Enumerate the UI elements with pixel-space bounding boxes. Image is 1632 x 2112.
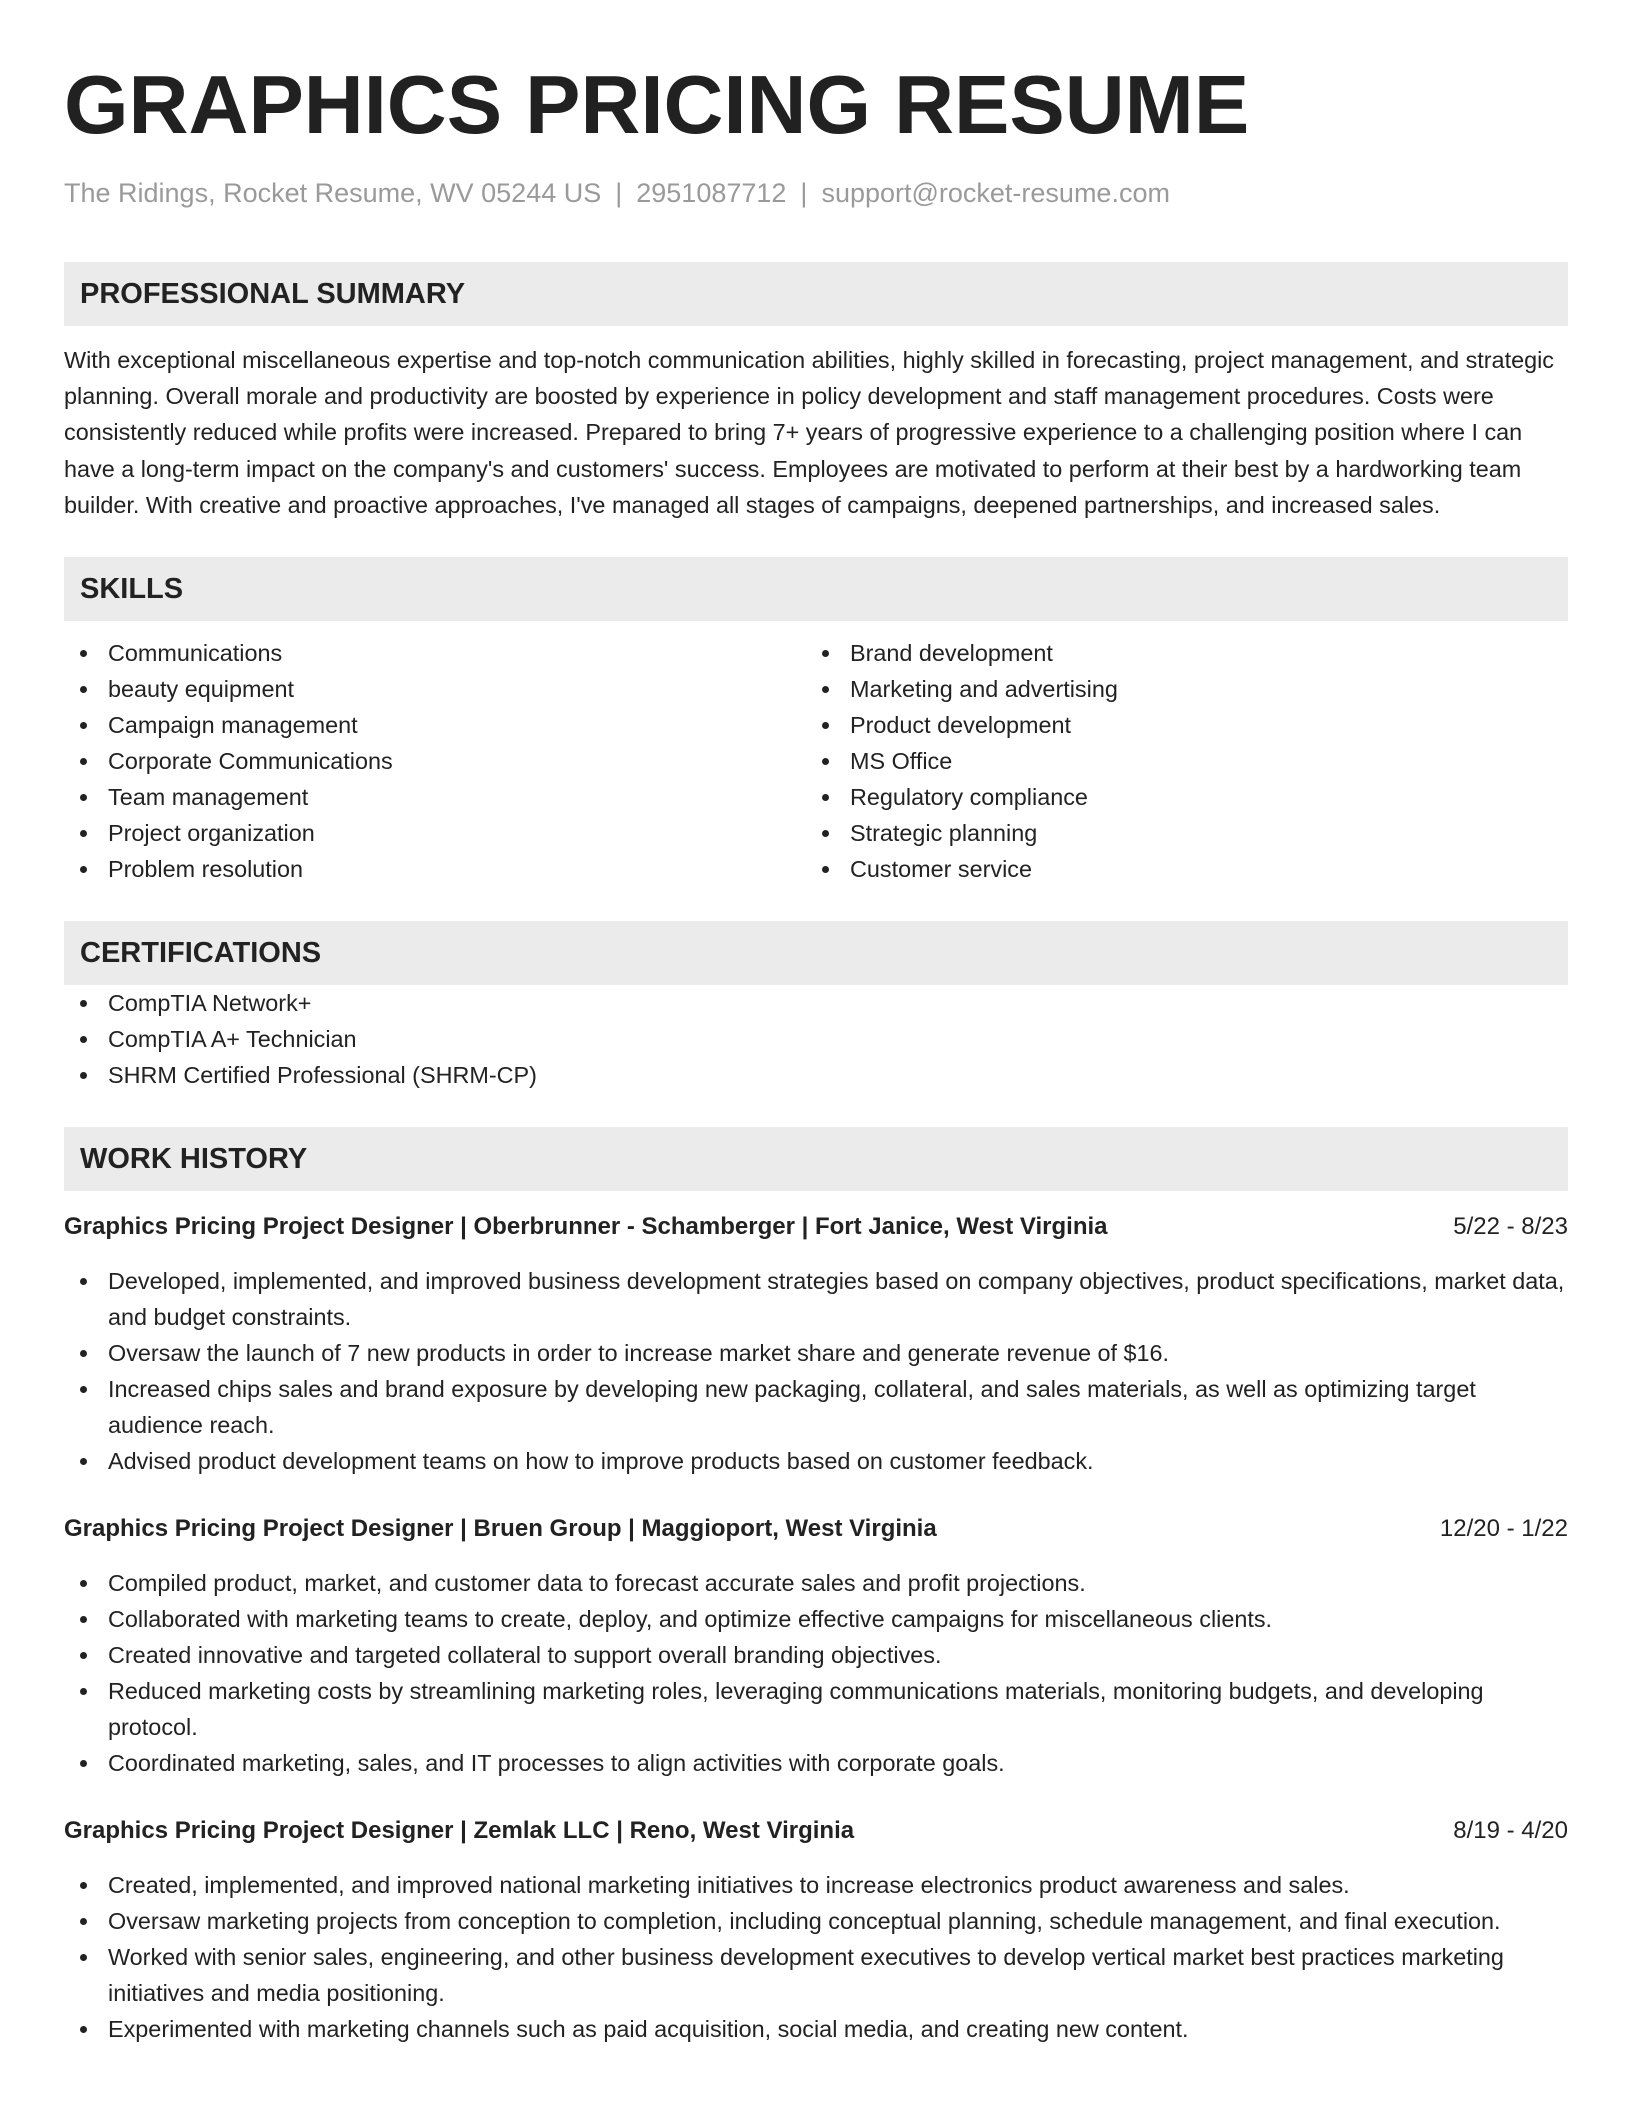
skill-item: Communications [64, 635, 806, 671]
job-bullet: Increased chips sales and brand exposure by developing new packaging, collateral, and sales materials, as well as optimizing target audience reach. [64, 1371, 1568, 1443]
resume-title: GRAPHICS PRICING RESUME [64, 58, 1250, 151]
skill-item: Campaign management [64, 707, 806, 743]
section-header-work-history: WORK HISTORY [64, 1127, 1568, 1191]
job-bullet: Developed, implemented, and improved business development strategies based on company objectives, product specifications, market data, and budget constraints. [64, 1263, 1568, 1335]
job-bullets [64, 1263, 1568, 1479]
contact-line [64, 176, 1568, 210]
job-dates: 5/22 - 8/23 [1453, 1213, 1568, 1241]
certification-item: CompTIA A+ Technician [64, 1021, 1568, 1057]
job-title: Graphics Pricing Project Designer | Oberbrunner - Schamberger | Fort Janice, West Virginia [64, 1213, 1108, 1241]
job-entry [64, 1513, 1568, 1781]
job-bullets [64, 1565, 1568, 1781]
skill-item: Project organization [64, 815, 806, 851]
job-bullet: Worked with senior sales, engineering, and other business development executives to develop vertical market best practices marketing initiatives and media positioning. [64, 1939, 1568, 2011]
skill-item: Product development [806, 707, 1548, 743]
skills-column-right [806, 635, 1548, 887]
job-entry [64, 1815, 1568, 2047]
certification-item: SHRM Certified Professional (SHRM-CP) [64, 1057, 1568, 1093]
section-header-summary: PROFESSIONAL SUMMARY [64, 262, 1568, 326]
skills-list-right [806, 635, 1548, 887]
contact-email: support@rocket-resume.com [821, 178, 1170, 208]
job-bullets [64, 1867, 1568, 2047]
contact-address: The Ridings, Rocket Resume, WV 05244 US [64, 178, 602, 208]
summary-text: With exceptional miscellaneous expertise and top-notch communication abilities, highly skilled in forecasting, project management, and strategic planning. Overall morale and productivity are boosted by experience in policy development and staff management procedures. Costs were consistently reduced while profits were increased. Prepared to bring 7+ years of progressive experience to a challenging position where I can have a long-term impact on the company's and customers' success. Employees are motivated to perform at their best by a hardworking team builder. With creative and proactive approaches, I've managed all stages of campaigns, deepened partnerships, and increased sales. [64, 347, 1554, 518]
skill-item: beauty equipment [64, 671, 806, 707]
job-header [64, 1815, 1568, 1847]
job-header [64, 1513, 1568, 1545]
resume-page [64, 52, 1568, 2047]
job-bullet: Oversaw marketing projects from conception to completion, including conceptual planning, schedule management, and final execution. [64, 1903, 1568, 1939]
skill-item: Customer service [806, 851, 1548, 887]
job-entry [64, 1211, 1568, 1479]
job-bullet: Collaborated with marketing teams to create, deploy, and optimize effective campaigns for miscellaneous clients. [64, 1601, 1568, 1637]
job-dates: 12/20 - 1/22 [1439, 1515, 1568, 1543]
job-bullet: Experimented with marketing channels such as paid acquisition, social media, and creating new content. [64, 2011, 1568, 2047]
job-header [64, 1211, 1568, 1243]
job-title: Graphics Pricing Project Designer | Bruen Group | Maggioport, West Virginia [64, 1515, 937, 1543]
job-bullet: Created innovative and targeted collateral to support overall branding objectives. [64, 1637, 1568, 1673]
job-bullet: Created, implemented, and improved national marketing initiatives to increase electronics product awareness and sales. [64, 1867, 1568, 1903]
certifications-list [64, 985, 1568, 1093]
skills-list-left [64, 635, 806, 887]
certification-item: CompTIA Network+ [64, 985, 1568, 1021]
job-bullet: Advised product development teams on how to improve products based on customer feedback. [64, 1443, 1568, 1479]
skill-item: Problem resolution [64, 851, 806, 887]
job-bullet: Compiled product, market, and customer data to forecast accurate sales and profit projections. [64, 1565, 1568, 1601]
job-title: Graphics Pricing Project Designer | Zemlak LLC | Reno, West Virginia [64, 1817, 855, 1845]
job-bullet: Oversaw the launch of 7 new products in order to increase market share and generate revenue of $16. [64, 1335, 1568, 1371]
skill-item: Team management [64, 779, 806, 815]
job-dates: 8/19 - 4/20 [1453, 1817, 1568, 1845]
section-header-skills: SKILLS [64, 557, 1568, 621]
skill-item: Marketing and advertising [806, 671, 1548, 707]
skill-item: Strategic planning [806, 815, 1548, 851]
skill-item: MS Office [806, 743, 1548, 779]
contact-phone: 2951087712 [636, 178, 787, 208]
skills-column-left [64, 635, 806, 887]
contact-separator: | [800, 178, 808, 208]
contact-separator: | [615, 178, 623, 208]
skill-item: Brand development [806, 635, 1548, 671]
skill-item: Corporate Communications [64, 743, 806, 779]
skill-item: Regulatory compliance [806, 779, 1548, 815]
job-bullet: Reduced marketing costs by streamlining marketing roles, leveraging communications materials, monitoring budgets, and developing protocol. [64, 1673, 1568, 1745]
job-bullet: Coordinated marketing, sales, and IT processes to align activities with corporate goals. [64, 1745, 1568, 1781]
skills-grid [64, 635, 1568, 887]
section-header-certifications: CERTIFICATIONS [64, 921, 1568, 985]
